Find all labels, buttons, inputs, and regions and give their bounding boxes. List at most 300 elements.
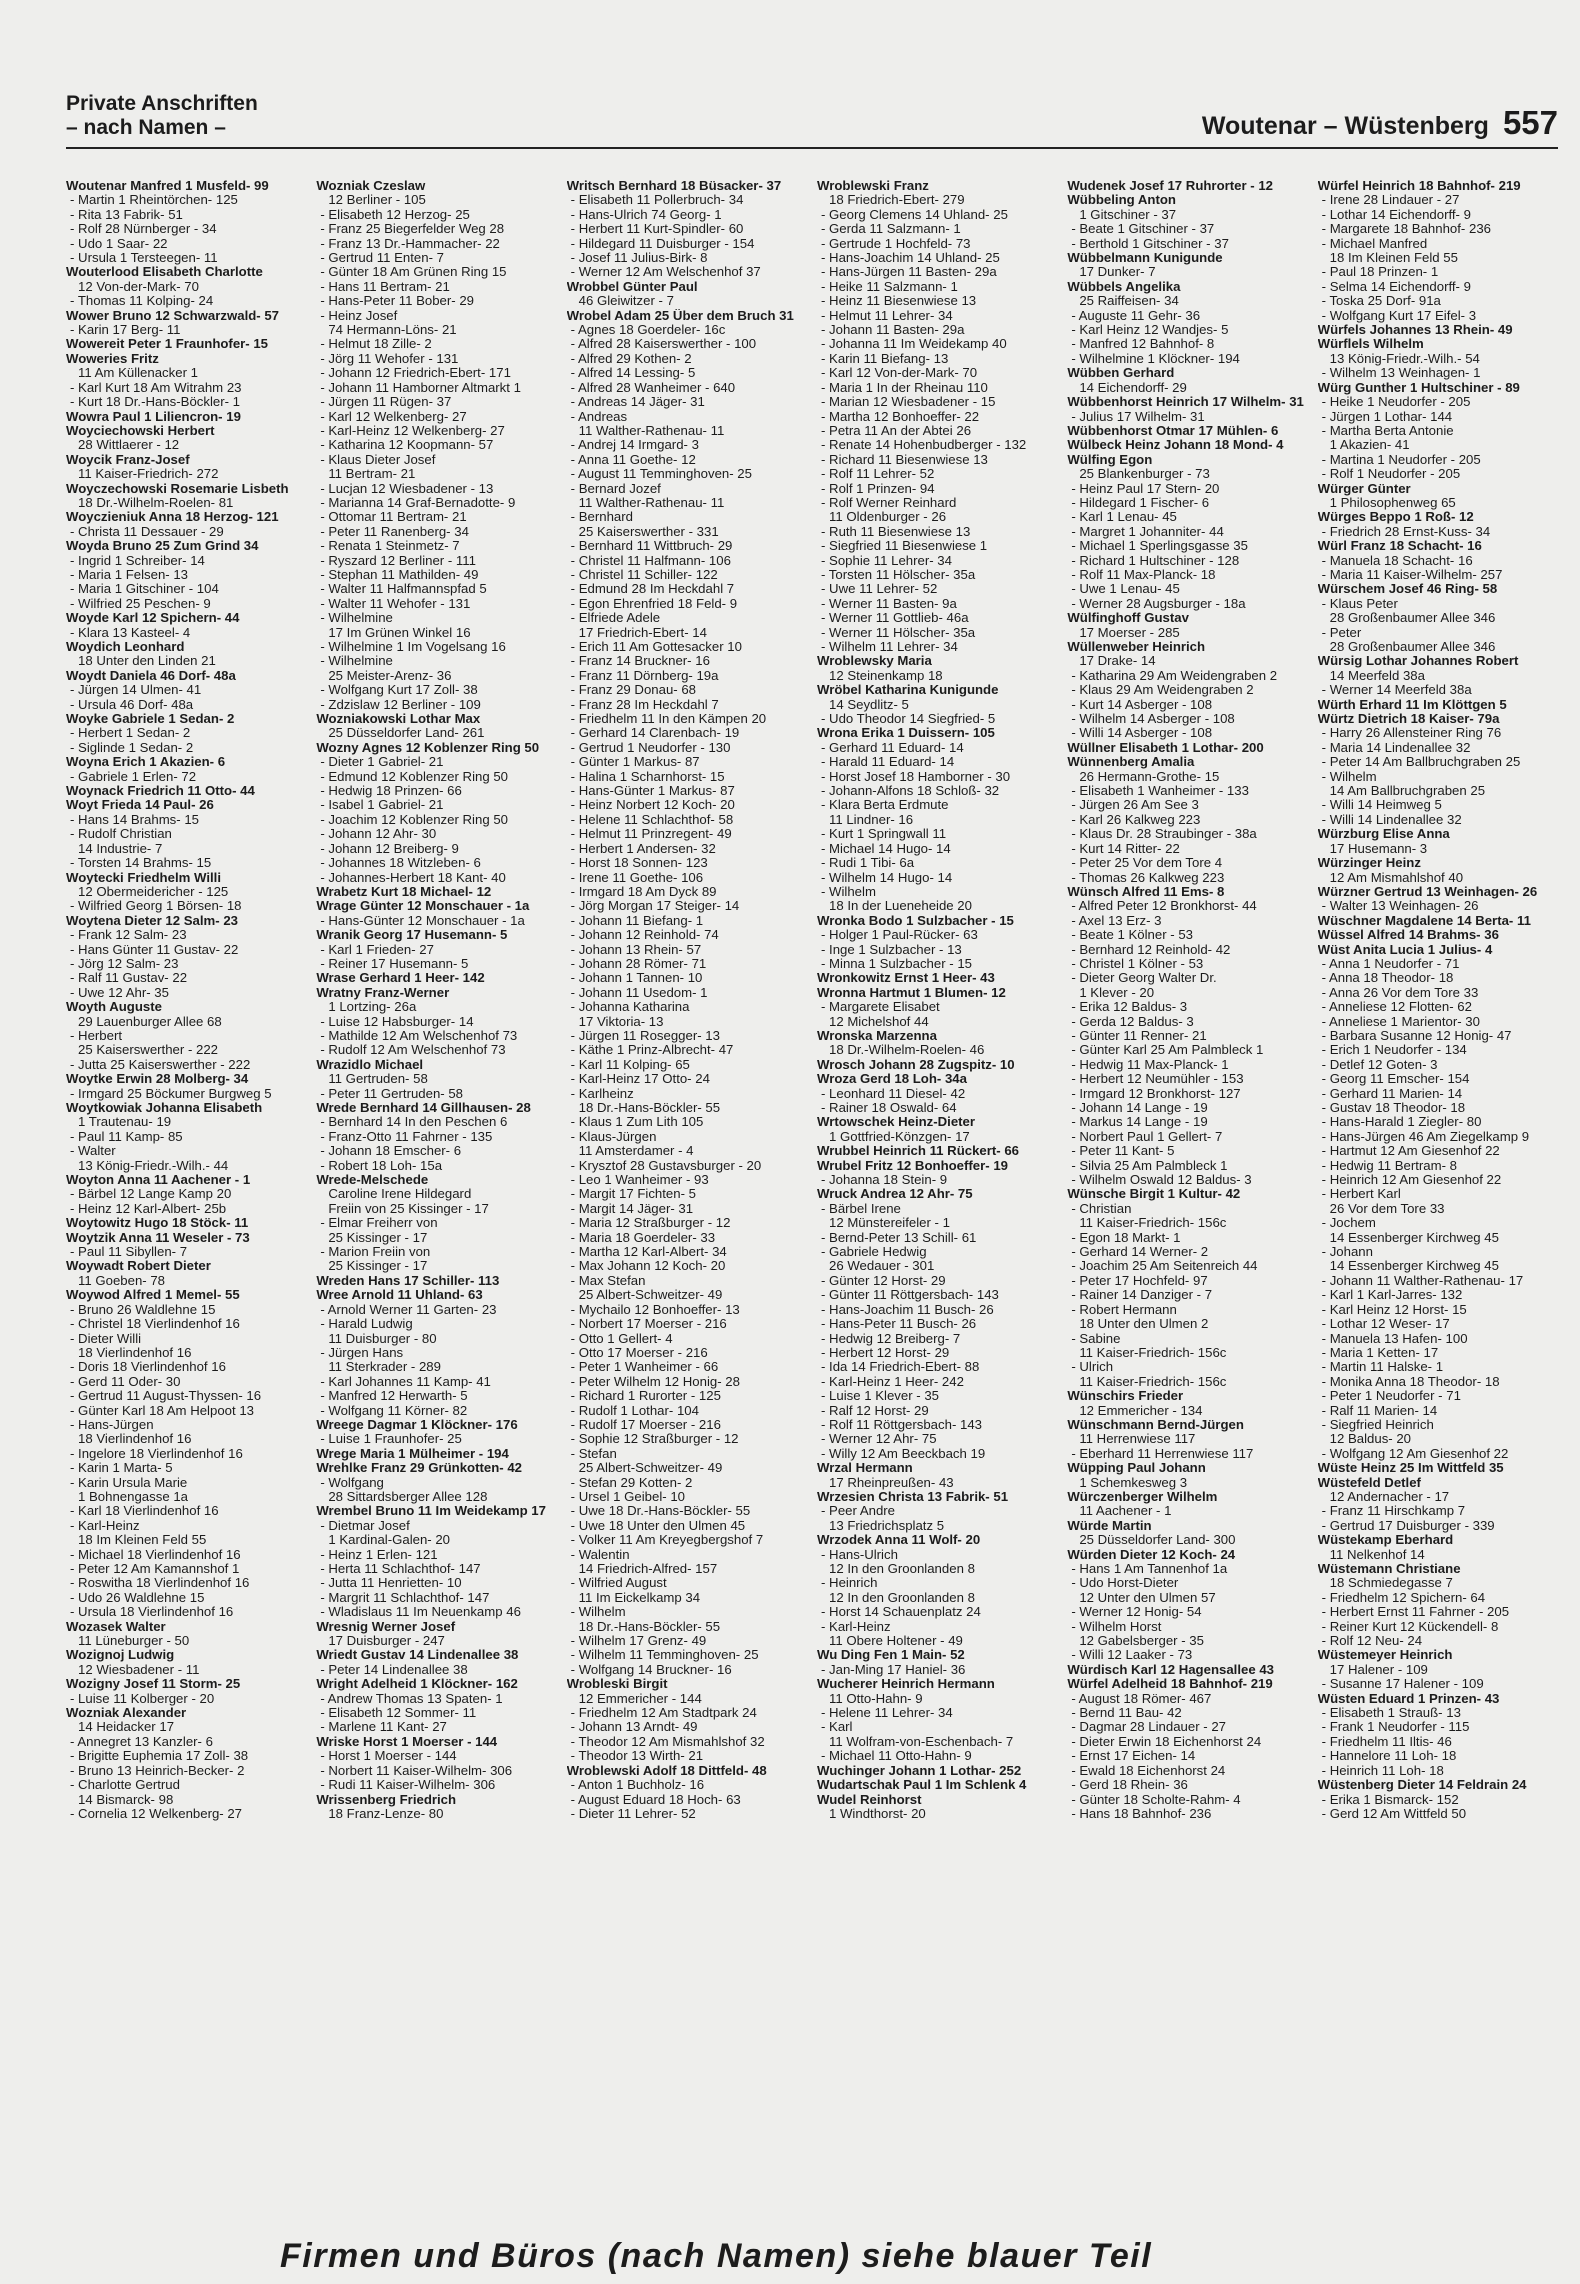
listing-entry: - Petra 11 An der Abtei 26 bbox=[820, 423, 972, 438]
listing-entry: - Bärbel Irene bbox=[820, 1201, 901, 1216]
listing-entry: - Ulrich bbox=[1071, 1360, 1114, 1375]
listing-entry: - Martha 12 Karl-Albert- 34 bbox=[570, 1245, 727, 1260]
listing-entry: - Krysztof 28 Gustavsburger - 20 bbox=[570, 1158, 762, 1173]
listing-entry: - Holger 1 Paul-Rücker- 63 bbox=[820, 928, 978, 943]
listing-entry: - Jutta 11 Henrietten- 10 bbox=[320, 1576, 462, 1591]
listing-entry: - Hans-Joachim 11 Busch- 26 bbox=[820, 1302, 994, 1317]
listing-entry: - Ralf 11 Gustav- 22 bbox=[70, 971, 188, 986]
listing-entry: - Karl 12 Von-der-Mark- 70 bbox=[820, 366, 978, 381]
address-continuation: 17 Duisburger - 247 bbox=[328, 1634, 445, 1649]
address-continuation: 11 Nelkenhof 14 bbox=[1329, 1547, 1425, 1562]
listing-entry: - Halina 1 Scharnhorst- 15 bbox=[570, 769, 725, 784]
listing-entry: - Frank 12 Salm- 23 bbox=[70, 928, 187, 943]
listing-entry: - Michael 18 Vierlindenhof 16 bbox=[70, 1547, 241, 1562]
listing-entry: - Johann 12 Breiberg- 9 bbox=[320, 841, 459, 856]
surname-entry: Wüstenberg Dieter 14 Feldrain 24 bbox=[1317, 1778, 1527, 1793]
listing-entry: - Bernard Jozef bbox=[570, 481, 661, 496]
surname-entry: Würzburg Elise Anna bbox=[1317, 827, 1450, 842]
surname-entry: Wünnenberg Amalia bbox=[1067, 755, 1195, 770]
surname-entry: Wrobel Adam 25 Über dem Bruch 31 bbox=[566, 308, 794, 323]
listing-entry: - Torsten 14 Brahms- 15 bbox=[70, 856, 212, 871]
listing-entry: - Willi 14 Asberger - 108 bbox=[1071, 726, 1213, 741]
listing-entry: - Kurt 18 Dr.-Hans-Böckler- 1 bbox=[70, 395, 241, 410]
listing-entry: - Michael Manfred bbox=[1321, 236, 1428, 251]
listing-entry: - Rudolf 12 Am Welschenhof 73 bbox=[320, 1043, 506, 1058]
address-continuation: 14 Am Ballbruchgraben 25 bbox=[1329, 784, 1486, 799]
listing-entry: - Paul 11 Sibyllen- 7 bbox=[70, 1245, 188, 1260]
listing-entry: - Hans-Günter 1 Markus- 87 bbox=[570, 784, 735, 799]
address-continuation: 12 Gabelsberger - 35 bbox=[1079, 1634, 1204, 1649]
listing-entry: - Heinrich 11 Loh- 18 bbox=[1321, 1763, 1444, 1778]
listing-entry: - Gabriele 1 Erlen- 72 bbox=[70, 769, 197, 784]
surname-entry: Woytowitz Hugo 18 Stöck- 11 bbox=[66, 1216, 249, 1231]
surname-entry: Wozniakowski Lothar Max bbox=[316, 712, 481, 727]
listing-entry: - Klaus 29 Am Weidengraben 2 bbox=[1071, 683, 1254, 698]
address-continuation: 26 Vor dem Tore 33 bbox=[1329, 1201, 1445, 1216]
surname-entry: Würtz Dietrich 18 Kaiser- 79a bbox=[1317, 712, 1500, 727]
listing-entry: - Elmar Freiherr von bbox=[320, 1216, 438, 1231]
surname-entry: Wratny Franz-Werner bbox=[316, 985, 450, 1000]
listing-entry: - Udo Horst-Dieter bbox=[1071, 1576, 1179, 1591]
listing-entry: - Gerhard 11 Eduard- 14 bbox=[820, 740, 964, 755]
surname-entry: Wüst Anita Lucia 1 Julius- 4 bbox=[1317, 942, 1493, 957]
listing-entry: - Irene 28 Lindauer - 27 bbox=[1321, 193, 1460, 208]
address-continuation: 74 Hermann-Löns- 21 bbox=[328, 323, 457, 338]
surname-entry: Wübbeling Anton bbox=[1067, 193, 1176, 208]
address-continuation: 13 König-Friedr.-Wilh.- 54 bbox=[1329, 351, 1480, 366]
surname-entry: Wroblewski Adolf 18 Dittfeld- 48 bbox=[566, 1763, 767, 1778]
listing-entry: - Werner 12 Ahr- 75 bbox=[820, 1432, 937, 1447]
listing-entry: - Elisabeth 1 Wanheimer - 133 bbox=[1071, 784, 1249, 799]
listing-entry: - Susanne 17 Halener - 109 bbox=[1321, 1677, 1484, 1692]
listing-entry: - Wilhelm 14 Hugo- 14 bbox=[820, 870, 953, 885]
listing-entry: - Max Stefan bbox=[570, 1273, 646, 1288]
listing-entry: - Maria 14 Lindenallee 32 bbox=[1321, 740, 1471, 755]
listing-entry: - Wilhelm 17 Grenz- 49 bbox=[570, 1634, 707, 1649]
listing-columns bbox=[66, 179, 1560, 2219]
listing-entry: - Hans-Günter 12 Monschauer - 1a bbox=[320, 913, 525, 928]
listing-entry: - Johanna Katharina bbox=[570, 1000, 690, 1015]
surname-entry: Wüsten Eduard 1 Prinzen- 43 bbox=[1317, 1691, 1500, 1706]
listing-entry: - Friedhelm 11 Iltis- 46 bbox=[1321, 1734, 1452, 1749]
address-continuation: 18 Vierlindenhof 16 bbox=[78, 1432, 192, 1447]
listing-entry: - Wilfried 25 Peschen- 9 bbox=[70, 596, 211, 611]
listing-entry: - Annegret 13 Kanzler- 6 bbox=[70, 1734, 213, 1749]
address-continuation: 26 Wedauer - 301 bbox=[828, 1259, 935, 1274]
listing-entry: - Klaus Dieter Josef bbox=[320, 452, 436, 467]
listing-entry: - Dieter Erwin 18 Eichenhorst 24 bbox=[1071, 1734, 1262, 1749]
listing-entry: - Günter 11 Röttgersbach- 143 bbox=[820, 1288, 999, 1303]
listing-entry: - Zdzislaw 12 Berliner - 109 bbox=[320, 697, 481, 712]
address-continuation: 14 Essenberger Kirchweg 45 bbox=[1329, 1259, 1499, 1274]
listing-entry: - Anneliese 1 Marientor- 30 bbox=[1321, 1014, 1480, 1029]
listing-entry: - Marion Freiin von bbox=[320, 1245, 431, 1260]
address-continuation: 1 Schemkesweg 3 bbox=[1079, 1475, 1188, 1490]
listing-entry: - Walter 11 Wehofer - 131 bbox=[320, 596, 471, 611]
surname-entry: Wüssel Alfred 14 Brahms- 36 bbox=[1317, 928, 1499, 943]
listing-entry: - Wilhelm bbox=[570, 1605, 626, 1620]
listing-entry: - Walter 13 Weinhagen- 26 bbox=[1321, 899, 1479, 914]
listing-entry: - Lucjan 12 Wiesbadener - 13 bbox=[320, 481, 494, 496]
listing-entry: - Anna 26 Vor dem Tore 33 bbox=[1321, 985, 1479, 1000]
listing-entry: - Herbert 11 Kurt-Spindler- 60 bbox=[570, 222, 744, 237]
listing-entry: - Hans Günter 11 Gustav- 22 bbox=[70, 942, 239, 957]
listing-entry: - Karl Heinz 12 Horst- 15 bbox=[1321, 1302, 1467, 1317]
listing-entry: - Mathilde 12 Am Welschenhof 73 bbox=[320, 1028, 518, 1043]
listing-entry: - Karl 18 Vierlindenhof 16 bbox=[70, 1504, 219, 1519]
surname-entry: Wübben Gerhard bbox=[1067, 366, 1175, 381]
address-continuation: 12 Emmericher - 134 bbox=[1079, 1403, 1203, 1418]
listing-entry: - Franz 13 Dr.-Hammacher- 22 bbox=[320, 236, 500, 251]
listing-entry: - Paul 11 Kamp- 85 bbox=[70, 1129, 183, 1144]
listing-entry: - Udo Theodor 14 Siegfried- 5 bbox=[820, 712, 996, 727]
address-continuation: 28 Wittlaerer - 12 bbox=[78, 438, 180, 453]
listing-entry: - Ryszard 12 Berliner - 111 bbox=[320, 553, 476, 568]
listing-entry: - Kurt 1 Springwall 11 bbox=[820, 827, 947, 842]
surname-entry: Woytecki Friedhelm Willi bbox=[66, 870, 221, 885]
listing-entry: - Heinz Josef bbox=[320, 308, 398, 323]
surname-entry: Würde Martin bbox=[1067, 1518, 1152, 1533]
listing-entry: - Günter 18 Scholte-Rahm- 4 bbox=[1071, 1792, 1241, 1807]
listing-entry: - Margit 14 Jäger- 31 bbox=[570, 1201, 694, 1216]
listing-entry: - Rainer 14 Danziger - 7 bbox=[1071, 1288, 1213, 1303]
address-continuation: 1 Kardinal-Galen- 20 bbox=[328, 1533, 451, 1548]
listing-entry: - Helene 11 Lehrer- 34 bbox=[820, 1706, 953, 1721]
listing-entry: - Jürgen 11 Rosegger- 13 bbox=[570, 1028, 720, 1043]
surname-entry: Woyton Anna 11 Aachener - 1 bbox=[66, 1173, 251, 1188]
surname-entry: Würfel Heinrich 18 Bahnhof- 219 bbox=[1317, 179, 1521, 193]
address-continuation: 14 Heidacker 17 bbox=[78, 1720, 175, 1735]
listing-entry: - Heinz 1 Erlen- 121 bbox=[320, 1547, 438, 1562]
listing-entry: - Peter 11 Kant- 5 bbox=[1071, 1144, 1175, 1159]
listing-entry: - Otto 17 Moerser - 216 bbox=[570, 1345, 708, 1360]
listing-entry: - Egon Ehrenfried 18 Feld- 9 bbox=[570, 596, 738, 611]
address-continuation: 1 Akazien- 41 bbox=[1329, 438, 1410, 453]
listing-entry: - Wilhelm 14 Asberger - 108 bbox=[1071, 712, 1235, 727]
listing-entry: - Udo 26 Waldlehne 15 bbox=[70, 1590, 205, 1605]
surname-entry: Wrubel Fritz 12 Bonhoeffer- 19 bbox=[816, 1158, 1008, 1173]
listing-entry: - Jan-Ming 17 Haniel- 36 bbox=[820, 1662, 966, 1677]
listing-entry: - Jochem bbox=[1321, 1216, 1376, 1231]
listing-entry: - Johann 11 Walther-Rathenau- 17 bbox=[1321, 1273, 1524, 1288]
listing-entry: - Beate 1 Gitschiner - 37 bbox=[1071, 222, 1215, 237]
surname-entry: Wronka Bodo 1 Sulzbacher - 15 bbox=[816, 913, 1014, 928]
listing-entry: - Arnold Werner 11 Garten- 23 bbox=[320, 1302, 497, 1317]
listing-entry: - Joachim 25 Am Seitenreich 44 bbox=[1071, 1259, 1258, 1274]
listing-entry: - Ralf 12 Horst- 29 bbox=[820, 1403, 929, 1418]
listing-entry: - Joachim 12 Koblenzer Ring 50 bbox=[320, 812, 508, 827]
listing-entry: - Hedwig 11 Bertram- 8 bbox=[1321, 1158, 1457, 1173]
address-continuation: 29 Lauenburger Allee 68 bbox=[78, 1014, 222, 1029]
listing-entry: - Marian 12 Wiesbadener - 15 bbox=[820, 395, 996, 410]
surname-entry: Wresnig Werner Josef bbox=[316, 1619, 456, 1634]
listing-entry: - Uwe 12 Ahr- 35 bbox=[70, 985, 169, 1000]
listing-entry: - Frank 1 Neudorfer - 115 bbox=[1321, 1720, 1470, 1735]
surname-entry: Würschem Josef 46 Ring- 58 bbox=[1317, 582, 1498, 597]
listing-entry: - Klaus 1 Zum Lith 105 bbox=[570, 1115, 704, 1130]
listing-entry: - Hildegard 1 Fischer- 6 bbox=[1071, 495, 1210, 510]
listing-entry: - Hedwig 18 Prinzen- 66 bbox=[320, 784, 462, 799]
surname-entry: Würdisch Karl 12 Hagensallee 43 bbox=[1067, 1662, 1275, 1677]
listing-entry: - Andrew Thomas 13 Spaten- 1 bbox=[320, 1691, 503, 1706]
address-continuation: 13 König-Friedr.-Wilh.- 44 bbox=[78, 1158, 229, 1173]
listing-entry: - Heinrich 12 Am Giesenhof 22 bbox=[1321, 1173, 1502, 1188]
surname-entry: Wüstemann Christiane bbox=[1317, 1562, 1461, 1576]
address-continuation: 18 Im Kleinen Feld 55 bbox=[1329, 251, 1458, 266]
listing-entry: - Horst 18 Sonnen- 123 bbox=[570, 856, 708, 871]
column-6 bbox=[1318, 179, 1560, 2219]
address-continuation: 17 Im Grünen Winkel 16 bbox=[328, 625, 471, 640]
listing-entry: - Peter Wilhelm 12 Honig- 28 bbox=[570, 1374, 740, 1389]
listing-entry: - Alfred Peter 12 Bronkhorst- 44 bbox=[1071, 899, 1257, 914]
listing-entry: - Helene 11 Schlachthof- 58 bbox=[570, 812, 734, 827]
surname-entry: Wozniak Czeslaw bbox=[316, 179, 426, 193]
listing-entry: - Wilhelm Horst bbox=[1071, 1619, 1162, 1634]
listing-entry: - Günter 11 Renner- 21 bbox=[1071, 1028, 1207, 1043]
listing-entry: - Johann bbox=[1321, 1245, 1373, 1260]
listing-entry: - Elfriede Adele bbox=[570, 611, 661, 626]
listing-entry: - Erika 12 Baldus- 3 bbox=[1071, 1000, 1188, 1015]
surname-entry: Wüllenweber Heinrich bbox=[1067, 640, 1206, 654]
listing-entry: - Franz 14 Bruckner- 16 bbox=[570, 654, 710, 669]
listing-entry: - Gertrud 11 August-Thyssen- 16 bbox=[70, 1389, 262, 1404]
listing-entry: - Uwe 18 Dr.-Hans-Böckler- 55 bbox=[570, 1504, 751, 1519]
surname-entry: Würden Dieter 12 Koch- 24 bbox=[1067, 1547, 1236, 1562]
listing-entry: - Christel 11 Schiller- 122 bbox=[570, 567, 718, 582]
listing-entry: - Wilhelm bbox=[820, 884, 876, 899]
listing-entry: - Edmund 12 Koblenzer Ring 50 bbox=[320, 769, 508, 784]
listing-entry: - Lothar 14 Eichendorff- 9 bbox=[1321, 207, 1471, 222]
listing-entry: - Gertrud 11 Enten- 7 bbox=[320, 251, 444, 266]
listing-entry: - Karl 1 Karl-Jarres- 132 bbox=[1321, 1288, 1463, 1303]
listing-entry: - Dagmar 28 Lindauer - 27 bbox=[1071, 1720, 1226, 1735]
address-continuation: 11 Otto-Hahn- 9 bbox=[828, 1691, 923, 1706]
listing-entry: - Willi 12 Laaker - 73 bbox=[1071, 1648, 1193, 1663]
listing-entry: - Wolfgang 11 Körner- 82 bbox=[320, 1403, 468, 1418]
surname-entry: Wrege Maria 1 Mülheimer - 194 bbox=[316, 1446, 509, 1461]
listing-entry: - Christa 11 Dessauer - 29 bbox=[70, 524, 224, 539]
address-continuation: 11 Sterkrader - 289 bbox=[328, 1360, 441, 1375]
listing-entry: - Herbert Karl bbox=[1321, 1187, 1401, 1202]
listing-entry: - Franz-Otto 11 Fahrner - 135 bbox=[320, 1129, 493, 1144]
listing-entry: - Jürgen 1 Lothar- 144 bbox=[1321, 409, 1453, 424]
listing-entry: - Dieter Willi bbox=[70, 1331, 142, 1346]
surname-entry: Wreege Dagmar 1 Klöckner- 176 bbox=[316, 1417, 518, 1432]
listing-entry: - Walentin bbox=[570, 1547, 630, 1562]
listing-entry: - Heinz 12 Karl-Albert- 25b bbox=[70, 1201, 227, 1216]
listing-entry: - Dietmar Josef bbox=[320, 1518, 410, 1533]
listing-entry: - Helmut 11 Lehrer- 34 bbox=[820, 308, 953, 323]
listing-entry: - Wilfried August bbox=[570, 1576, 667, 1591]
listing-entry: - Beate 1 Kölner - 53 bbox=[1071, 928, 1194, 943]
listing-entry: - Johann 11 Hamborner Altmarkt 1 bbox=[320, 380, 521, 395]
listing-entry: - Peter 12 Am Kamannshof 1 bbox=[70, 1562, 240, 1576]
surname-entry: Wröbel Katharina Kunigunde bbox=[816, 683, 999, 698]
listing-entry: - Günter Karl 18 Am Helpoot 13 bbox=[70, 1403, 254, 1418]
listing-entry: - Ursula 18 Vierlindenhof 16 bbox=[70, 1605, 234, 1620]
listing-entry: - Ruth 11 Biesenwiese 13 bbox=[820, 524, 971, 539]
surname-entry: Wudel Reinhorst bbox=[816, 1792, 922, 1807]
listing-entry: - Peter 25 Vor dem Tore 4 bbox=[1071, 856, 1223, 871]
listing-entry: - Christel 1 Kölner - 53 bbox=[1071, 956, 1204, 971]
listing-entry: - Hedwig 11 Max-Planck- 1 bbox=[1071, 1057, 1229, 1072]
address-continuation: 1 Gottfried-Könzgen- 17 bbox=[828, 1129, 970, 1144]
listing-entry: - Manuela 13 Hafen- 100 bbox=[1321, 1331, 1468, 1346]
listing-entry: - Siglinde 1 Sedan- 2 bbox=[70, 740, 194, 755]
listing-entry: - Martha Berta Antonie bbox=[1321, 423, 1454, 438]
listing-entry: - Margrit 11 Schlachthof- 147 bbox=[320, 1590, 490, 1605]
listing-entry: - Rolf 28 Nürnberger - 34 bbox=[70, 222, 217, 237]
listing-entry: - Inge 1 Sulzbacher - 13 bbox=[820, 942, 962, 957]
listing-entry: - Peter 14 Lindenallee 38 bbox=[320, 1662, 468, 1677]
listing-entry: - Karl Heinz 12 Wandjes- 5 bbox=[1071, 323, 1229, 338]
listing-entry: - Agnes 18 Goerdeler- 16c bbox=[570, 323, 726, 338]
listing-entry: - Volker 11 Am Kreyegbergshof 7 bbox=[570, 1533, 764, 1548]
listing-entry: - Hans 18 Bahnhof- 236 bbox=[1071, 1806, 1212, 1821]
listing-entry: - Kurt 14 Asberger - 108 bbox=[1071, 697, 1213, 712]
listing-entry: - Michael 11 Otto-Hahn- 9 bbox=[820, 1749, 972, 1764]
surname-entry: Wroblewski Franz bbox=[816, 179, 929, 193]
surname-entry: Wülfinghoff Gustav bbox=[1067, 611, 1189, 626]
listing-entry: - Renate 14 Hohenbudberger - 132 bbox=[820, 438, 1027, 453]
listing-entry: - Luise 11 Kolberger - 20 bbox=[70, 1691, 215, 1706]
listing-entry: - Johann 1 Tannen- 10 bbox=[570, 971, 703, 986]
listing-entry: - Alfred 29 Kothen- 2 bbox=[570, 351, 692, 366]
listing-entry: - Gerhard 14 Clarenbach- 19 bbox=[570, 726, 740, 741]
address-continuation: 12 Wiesbadener - 11 bbox=[78, 1662, 200, 1677]
listing-entry: - Peter 1 Wanheimer - 66 bbox=[570, 1360, 719, 1375]
listing-entry: - Bernhard bbox=[570, 510, 633, 525]
surname-entry: Woyt Frieda 14 Paul- 26 bbox=[66, 798, 214, 813]
listing-entry: - Johann 11 Usedom- 1 bbox=[570, 985, 708, 1000]
address-continuation: 11 Obere Holtener - 49 bbox=[828, 1634, 963, 1649]
listing-entry: - Gerd 11 Oder- 30 bbox=[70, 1374, 181, 1389]
address-continuation: 11 Im Eickelkamp 34 bbox=[578, 1590, 701, 1605]
listing-entry: - Irmgard 25 Böckumer Burgweg 5 bbox=[70, 1086, 272, 1101]
address-continuation: 11 Kaiser-Friedrich- 156c bbox=[1079, 1216, 1227, 1231]
listing-entry: - Cornelia 12 Welkenberg- 27 bbox=[70, 1806, 243, 1821]
address-continuation: 11 Goeben- 78 bbox=[78, 1273, 166, 1288]
listing-entry: - Friedhelm 11 In den Kämpen 20 bbox=[570, 712, 767, 727]
address-continuation: 1 Lortzing- 26a bbox=[328, 1000, 417, 1015]
listing-entry: - Johann 11 Biefang- 1 bbox=[570, 913, 704, 928]
listing-entry: - Wolfgang Kurt 17 Eifel- 3 bbox=[1321, 308, 1477, 323]
address-continuation: 12 Von-der-Mark- 70 bbox=[78, 279, 199, 294]
listing-entry: - Eberhard 11 Herrenwiese 117 bbox=[1071, 1446, 1254, 1461]
surname-entry: Wrabetz Kurt 18 Michael- 12 bbox=[316, 884, 492, 899]
listing-entry: - Dieter 11 Lehrer- 52 bbox=[570, 1806, 696, 1821]
listing-entry: - Johann 14 Lange - 19 bbox=[1071, 1101, 1208, 1115]
page-header bbox=[1202, 104, 1558, 142]
listing-entry: - Lothar 12 Weser- 17 bbox=[1321, 1317, 1450, 1332]
address-continuation: 12 Unter den Ulmen 57 bbox=[1079, 1590, 1216, 1605]
listing-entry: - Willi 14 Lindenallee 32 bbox=[1321, 812, 1462, 827]
listing-entry: - Karl bbox=[820, 1720, 853, 1735]
listing-entry: - Julius 17 Wilhelm- 31 bbox=[1071, 409, 1205, 424]
surname-entry: Wrissenberg Friedrich bbox=[316, 1792, 457, 1807]
listing-entry: - Mychailo 12 Bonhoeffer- 13 bbox=[570, 1302, 740, 1317]
listing-entry: - Irene 11 Goethe- 106 bbox=[570, 870, 704, 885]
address-continuation: 25 Albert-Schweitzer- 49 bbox=[578, 1288, 723, 1303]
listing-entry: - Johann 18 Emscher- 6 bbox=[320, 1144, 462, 1159]
address-continuation: 25 Kissinger - 17 bbox=[328, 1230, 428, 1245]
listing-entry: - Heike 1 Neudorfer - 205 bbox=[1321, 395, 1471, 410]
listing-entry: - Bernhard 12 Reinhold- 42 bbox=[1071, 942, 1231, 957]
listing-entry: - Gerhard 11 Marien- 14 bbox=[1321, 1086, 1463, 1101]
listing-entry: - Reiner 17 Husemann- 5 bbox=[320, 956, 469, 971]
surname-entry: Wüste Heinz 25 Im Wittfeld 35 bbox=[1317, 1461, 1504, 1476]
listing-entry: - Karl 12 Welkenberg- 27 bbox=[320, 409, 467, 424]
listing-entry: - Michael 14 Hugo- 14 bbox=[820, 841, 951, 856]
listing-entry: - Margarete 18 Bahnhof- 236 bbox=[1321, 222, 1491, 237]
listing-entry: - Rudolf 17 Moerser - 216 bbox=[570, 1417, 721, 1432]
listing-entry: - Leonhard 11 Diesel- 42 bbox=[820, 1086, 966, 1101]
listing-entry: - Richard 1 Hultschiner - 128 bbox=[1071, 553, 1240, 568]
surname-entry: Woyciechowski Herbert bbox=[66, 423, 215, 438]
listing-entry: - Marlene 11 Kant- 27 bbox=[320, 1720, 447, 1735]
address-continuation: 28 Großenbaumer Allee 346 bbox=[1329, 640, 1496, 654]
address-continuation: 28 Sittardsberger Allee 128 bbox=[328, 1489, 488, 1504]
listing-entry: - Johanna 11 Im Weidekamp 40 bbox=[820, 337, 1007, 352]
surname-entry: Wüstekamp Eberhard bbox=[1317, 1533, 1454, 1548]
surname-entry: Würl Franz 18 Schacht- 16 bbox=[1317, 539, 1482, 554]
listing-entry: - Hans-Peter 11 Busch- 26 bbox=[820, 1317, 977, 1332]
listing-entry: - Christel 11 Halfmann- 106 bbox=[570, 553, 731, 568]
listing-entry: - Egon 18 Markt- 1 bbox=[1071, 1230, 1181, 1245]
address-continuation: 12 In den Groonlanden 8 bbox=[828, 1590, 975, 1605]
listing-entry: - Werner 12 Am Welschenhof 37 bbox=[570, 265, 761, 280]
listing-entry: - Hans-Jürgen bbox=[70, 1417, 154, 1432]
listing-entry: - Hannelore 11 Loh- 18 bbox=[1321, 1749, 1457, 1764]
listing-entry: - Gertrud 1 Neudorfer - 130 bbox=[570, 740, 731, 755]
listing-entry: - Manfred 12 Herwarth- 5 bbox=[320, 1389, 468, 1404]
listing-entry: - Franz 28 Im Heckdahl 7 bbox=[570, 697, 719, 712]
listing-entry: - Hans-Jürgen 11 Basten- 29a bbox=[820, 265, 997, 280]
listing-entry: - Wilhelmine 1 Im Vogelsang 16 bbox=[320, 640, 506, 654]
surname-entry: Wrobbel Günter Paul bbox=[566, 279, 698, 294]
address-continuation: 18 Schmiedegasse 7 bbox=[1329, 1576, 1453, 1591]
surname-entry: Wübbenhorst Otmar 17 Mühlen- 6 bbox=[1067, 423, 1279, 438]
listing-entry: - Stephan 11 Mathilden- 49 bbox=[320, 567, 479, 582]
surname-entry: Wriske Horst 1 Moerser - 144 bbox=[316, 1734, 498, 1749]
listing-entry: - Johann 11 Basten- 29a bbox=[820, 323, 965, 338]
listing-entry: - Georg 11 Emscher- 154 bbox=[1321, 1072, 1470, 1087]
listing-entry: - Toska 25 Dorf- 91a bbox=[1321, 294, 1441, 309]
listing-entry: - Karlheinz bbox=[570, 1086, 634, 1101]
listing-entry: - Torsten 11 Hölscher- 35a bbox=[820, 567, 976, 582]
listing-entry: - Karin 11 Biefang- 13 bbox=[820, 351, 949, 366]
listing-entry: - Klaus-Jürgen bbox=[570, 1129, 657, 1144]
listing-entry: - Maria 1 Felsen- 13 bbox=[70, 567, 188, 582]
listing-entry: - Willy 12 Am Beeckbach 19 bbox=[820, 1446, 986, 1461]
listing-entry: - Hans-Ulrich 74 Georg- 1 bbox=[570, 207, 722, 222]
listing-entry: - Harald Ludwig bbox=[320, 1317, 413, 1332]
listing-entry: - Heinz Paul 17 Stern- 20 bbox=[1071, 481, 1220, 496]
address-continuation: 28 Großenbaumer Allee 346 bbox=[1329, 611, 1496, 626]
listing-entry: - Martin 11 Halske- 1 bbox=[1321, 1360, 1444, 1375]
address-continuation: 12 Berliner - 105 bbox=[328, 193, 426, 208]
listing-entry: - Werner 14 Meerfeld 38a bbox=[1321, 683, 1472, 698]
surname-entry: Wruck Andrea 12 Ahr- 75 bbox=[816, 1187, 973, 1202]
listing-entry: - Robert 18 Loh- 15a bbox=[320, 1158, 443, 1173]
listing-entry: - Werner 12 Honig- 54 bbox=[1071, 1605, 1202, 1620]
listing-entry: - Anneliese 12 Flotten- 62 bbox=[1321, 1000, 1472, 1015]
listing-entry: - Stefan 29 Kotten- 2 bbox=[570, 1475, 693, 1490]
surname-entry: Wrobleski Birgit bbox=[566, 1677, 668, 1692]
surname-entry: Woyth Auguste bbox=[66, 1000, 162, 1015]
listing-entry: - Klaus Dr. 28 Straubinger - 38a bbox=[1071, 827, 1257, 842]
listing-entry: - Anna 1 Neudorfer - 71 bbox=[1321, 956, 1460, 971]
